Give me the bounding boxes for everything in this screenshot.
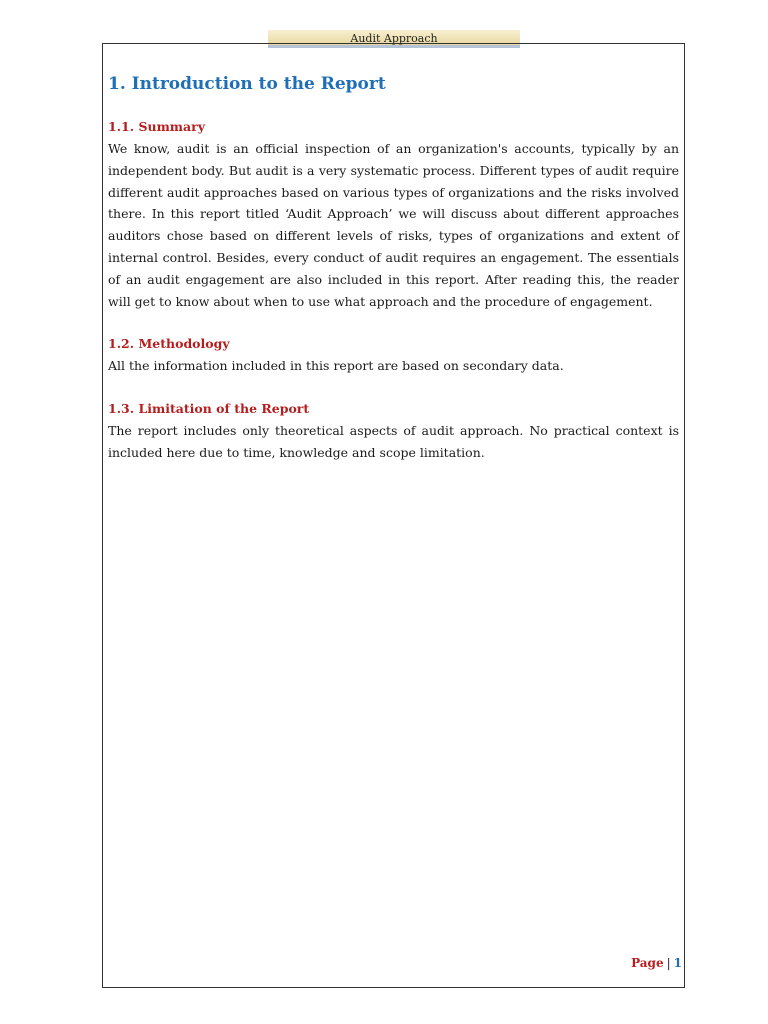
section-heading-summary: 1.1. Summary — [108, 119, 205, 134]
section-limitation — [108, 398, 679, 464]
page-content — [108, 72, 679, 464]
section-body-summary: We know, audit is an official inspection of an organization's accounts, typically by an independent body. But audit is a very systematic process. Different types of audit require different audit approaches based on various types of organizations and the risks involved there. In this report titled ‘Audit Approach’ we will discuss about different approaches auditors chose based on different levels of risks, types of organizations and extent of internal control. Besides, every conduct of audit requires an engagement. The essentials of an audit engagement are also included in this report. After reading this, the reader will get to know about when to use what approach and the procedure of engagement. — [108, 141, 679, 309]
page-footer — [631, 954, 682, 972]
section-summary — [108, 116, 679, 312]
section-methodology — [108, 333, 679, 377]
page-number: 1 — [673, 956, 682, 970]
section-body-methodology: All the information included in this report are based on secondary data. — [108, 358, 564, 374]
document-title: 1. Introduction to the Report — [108, 74, 386, 94]
section-body-limitation: The report includes only theoretical aspects of audit approach. No practical context is included here due to time, knowledge and scope limitation. — [108, 423, 679, 460]
section-heading-methodology: 1.2. Methodology — [108, 336, 230, 352]
running-header: Audit Approach — [268, 30, 520, 48]
section-heading-limitation: 1.3. Limitation of the Report — [108, 401, 310, 417]
page-separator: | — [666, 956, 671, 970]
page-label: Page — [631, 956, 664, 970]
